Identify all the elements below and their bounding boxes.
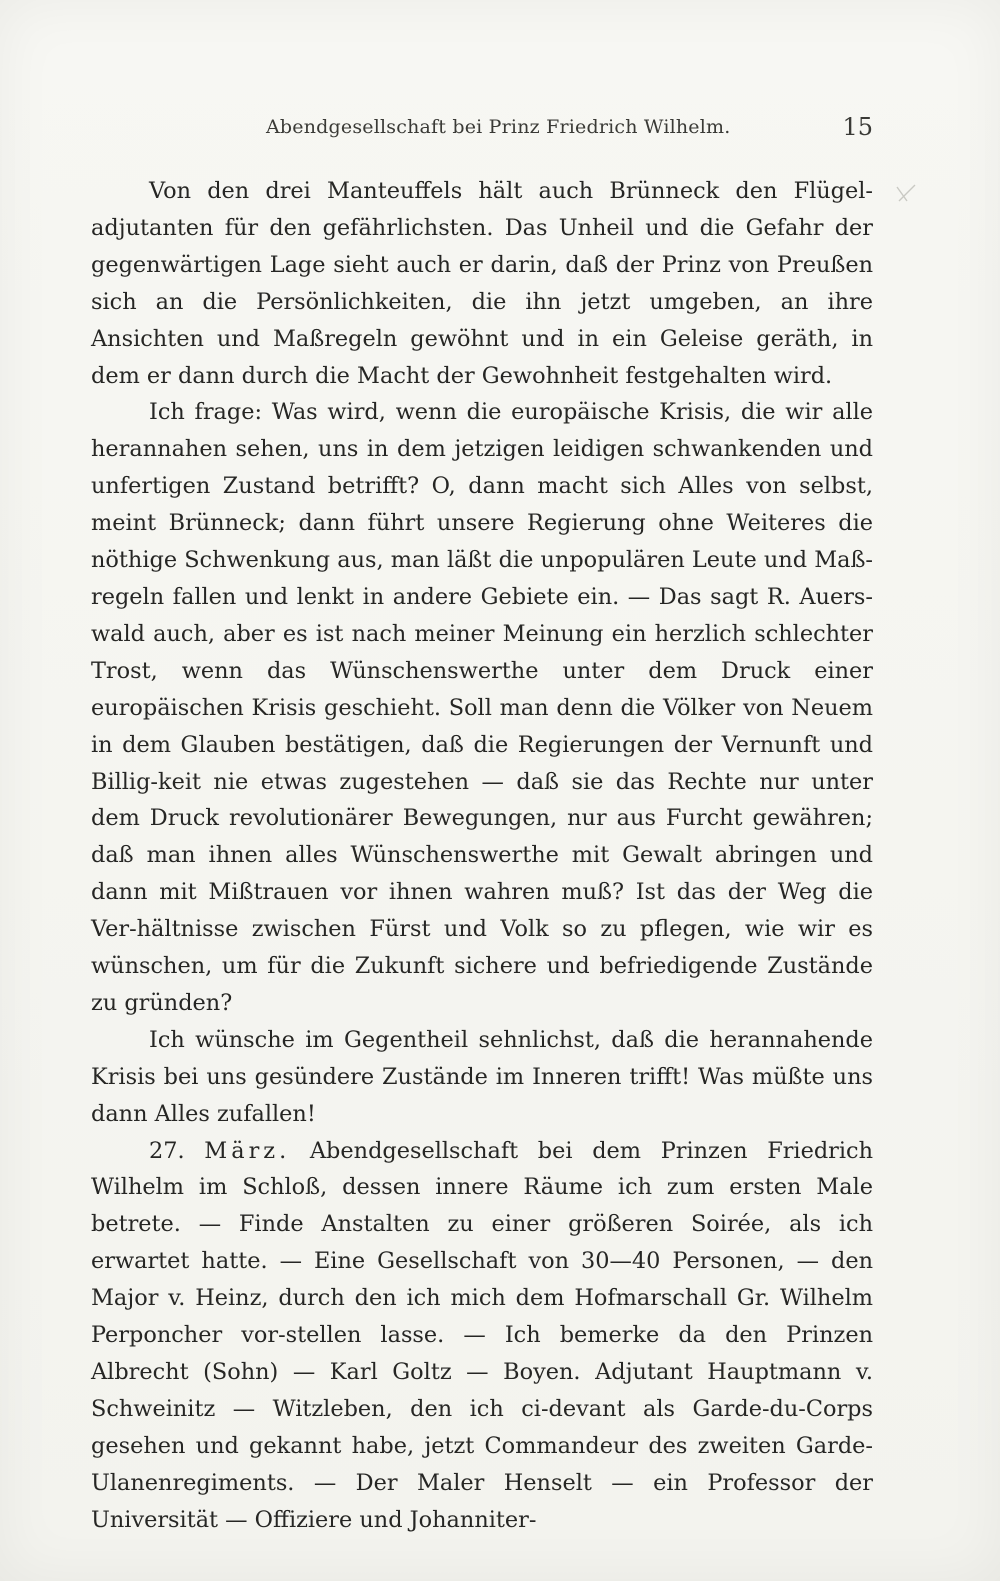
paragraph: Von den drei Manteuffels hält auch Brünneck den Flügel-adjutanten für den gefährlichsten. Das Unheil und die Gefahr der gegenwärtigen Lage sieht auch er darin, daß der Prinz von Preußen sich an die Persönlichkeiten, die ihn jetzt umgeben, an ihre Ansichten und Maßregeln gewöhnt und in ein Geleise geräth, in dem er dann durch die Macht der Gewohnheit festgehalten wird.	[91, 178, 873, 389]
running-title: Abendgesellschaft bei Prinz Friedrich Wilhelm.	[266, 116, 731, 138]
running-head	[88, 113, 873, 146]
paragraph: Ich frage: Was wird, wenn die europäische Krisis, die wir alle herannahen sehen, uns in dem jetzigen leidigen schwankenden und unfertigen Zustand betrifft? O, dann macht sich Alles von selbst, meint Brünneck; dann führt unsere Regierung ohne Weiteres die nöthige Schwenkung aus, man läßt die unpopulären Leute und Maß-regeln fallen und lenkt in andere Gebiete ein. — Das sagt R. Auers-wald auch, aber es ist nach meiner Meinung ein herzlich schlechter Trost, wenn das Wünschenswerthe unter dem Druck einer europäischen Krisis geschieht. Soll man denn die Völker von Neuem in dem Glauben bestätigen, daß die Regierungen der Vernunft und Billig-keit nie etwas zugestehen — daß sie das Rechte nur unter dem Druck revolutionärer Bewegungen, nur aus Furcht gewähren; daß man ihnen alles Wünschenswerthe mit Gewalt abringen und dann mit Mißtrauen vor ihnen wahren muß? Ist das der Weg die Ver-hältnisse zwischen Fürst und Volk so zu pflegen, wie wir es wünschen, um für die Zukunft sichere und befriedigende Zustände zu gründen?	[91, 399, 873, 1016]
margin-pencil-mark	[893, 181, 919, 207]
body-text	[91, 173, 873, 1539]
entry-text: Abendgesellschaft bei dem Prinzen Friedrich Wilhelm im Schloß, dessen innere Räume ich zum ersten Male betrete. — Finde Anstalten zu einer größeren Soirée, als ich erwartet hatte. — Eine Gesellschaft von 30—40 Personen, — den Major v. Heinz, durch den ich mich dem Hofmarschall Gr. Wilhelm Perponcher vor-stellen lasse. — Ich bemerke da den Prinzen Albrecht (Sohn) — Karl Goltz — Boyen. Adjutant Hauptmann v. Schweinitz — Witzleben, den ich ci-devant als Garde-du-Corps gesehen und gekannt habe, jetzt Commandeur des zweiten Garde-Ulanenregiments. — Der Maler Henselt — ein Professor der Universität — Offiziere und Johanniter-	[91, 1137, 874, 1533]
diary-entry	[91, 1133, 873, 1539]
entry-date-day: 27.	[149, 1137, 185, 1164]
paragraph: Ich wünsche im Gegentheil sehnlichst, daß die herannahende Krisis bei uns gesündere Zustände im Inneren trifft! Was müßte uns dann Alles zufallen!	[91, 1026, 873, 1127]
page-number: 15	[842, 113, 873, 141]
entry-date-month: März.	[204, 1137, 291, 1164]
